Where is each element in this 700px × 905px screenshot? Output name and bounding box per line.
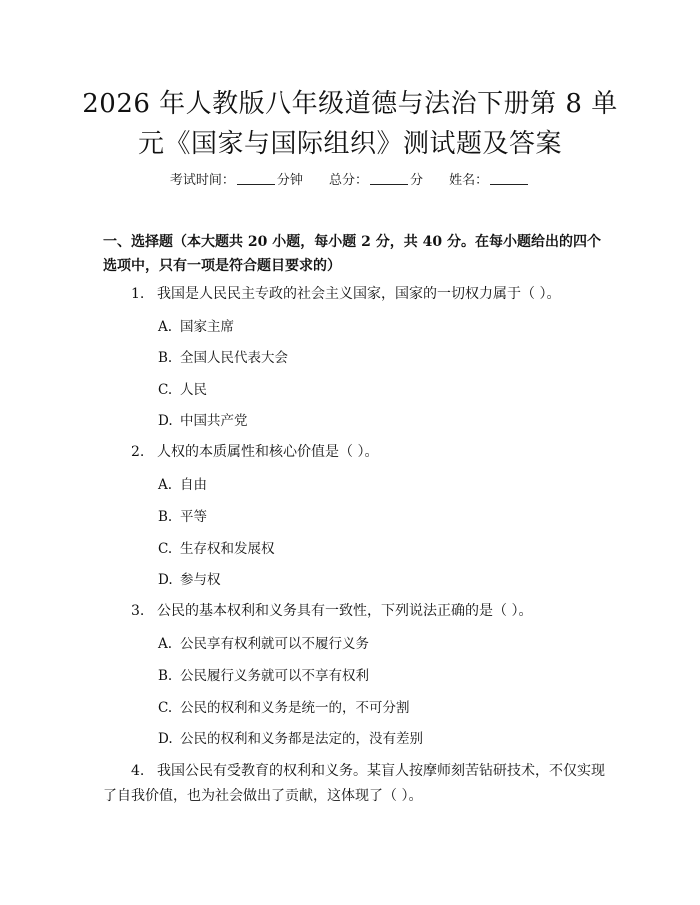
option-letter: B. (158, 509, 173, 525)
option-text: 国家主席 (180, 319, 234, 335)
question-2 (131, 441, 611, 461)
question-3 (131, 600, 611, 620)
question-number: 3. (131, 603, 145, 619)
option-text: 人民 (180, 382, 207, 398)
exam-time-unit: 分钟 (276, 173, 303, 188)
page-title (80, 84, 620, 164)
question-text: 人权的本质属性和核心价值是（ ）。 (157, 444, 379, 460)
option-letter: A. (158, 477, 173, 493)
option-letter: D. (158, 731, 173, 747)
exam-time (170, 169, 303, 188)
exam-meta (0, 169, 700, 188)
option-letter: B. (158, 350, 173, 366)
question-text: 我国是人民民主专政的社会主义国家，国家的一切权力属于（ ）。 (157, 286, 561, 302)
option-3b (158, 664, 369, 684)
option-2a (158, 473, 207, 493)
option-text: 公民的权利和义务都是法定的，没有差别 (180, 731, 423, 747)
exam-score-label: 总分： (328, 173, 368, 188)
question-4 (103, 759, 605, 809)
option-text: 自由 (180, 477, 207, 493)
question-number: 2. (131, 444, 145, 460)
question-4-line-1 (103, 759, 605, 784)
option-1b (158, 346, 288, 366)
option-3c (158, 696, 410, 716)
option-letter: D. (158, 413, 173, 429)
exam-score-unit: 分 (410, 173, 424, 188)
option-letter: C. (158, 541, 173, 557)
option-3d (158, 727, 423, 747)
option-letter: D. (158, 572, 173, 588)
option-2b (158, 505, 207, 525)
option-1a (158, 315, 234, 335)
question-number: 1. (131, 286, 145, 302)
option-1c (158, 378, 207, 398)
option-text: 参与权 (180, 572, 221, 588)
option-text: 公民享有权利就可以不履行义务 (180, 636, 369, 652)
exam-time-label: 考试时间： (169, 173, 235, 188)
section-heading: 一、选择题（本大题共 20 小题，每小题 2 分，共 40 分。在每小题给出的四个选项中，只有一项是符合题目要求的） (103, 234, 601, 274)
option-letter: A. (158, 636, 173, 652)
option-text: 公民履行义务就可以不享有权利 (180, 668, 369, 684)
question-text-line-1: 我国公民有受教育的权利和义务。某盲人按摩师刻苦钻研技术，不仅实现 (157, 763, 605, 779)
option-2c (158, 537, 275, 557)
exam-name-label: 姓名： (449, 173, 489, 188)
option-text: 全国人民代表大会 (180, 350, 288, 366)
option-letter: C. (158, 382, 173, 398)
option-text: 平等 (180, 509, 207, 525)
title-line-2: 元《国家与国际组织》测试题及答案 (137, 129, 562, 159)
option-text: 生存权和发展权 (180, 541, 275, 557)
option-3a (158, 632, 369, 652)
exam-score (329, 169, 423, 188)
title-line-1: 2026 年人教版八年级道德与法治下册第 8 单 (82, 89, 618, 119)
option-2d (158, 568, 221, 588)
option-letter: C. (158, 700, 173, 716)
option-1d (158, 409, 248, 429)
option-letter: A. (158, 319, 173, 335)
question-text: 公民的基本权利和义务具有一致性，下列说法正确的是（ ）。 (157, 603, 533, 619)
exam-name (449, 169, 530, 188)
option-text: 公民的权利和义务是统一的，不可分割 (180, 700, 410, 716)
question-1 (131, 283, 611, 303)
question-text-line-2: 了自我价值，也为社会做出了贡献，这体现了（ ）。 (103, 788, 423, 804)
exam-score-blank (370, 172, 408, 185)
exam-time-blank (237, 172, 275, 185)
option-text: 中国共产党 (180, 413, 248, 429)
exam-name-blank (490, 172, 528, 185)
question-number: 4. (131, 763, 145, 779)
option-letter: B. (158, 668, 173, 684)
